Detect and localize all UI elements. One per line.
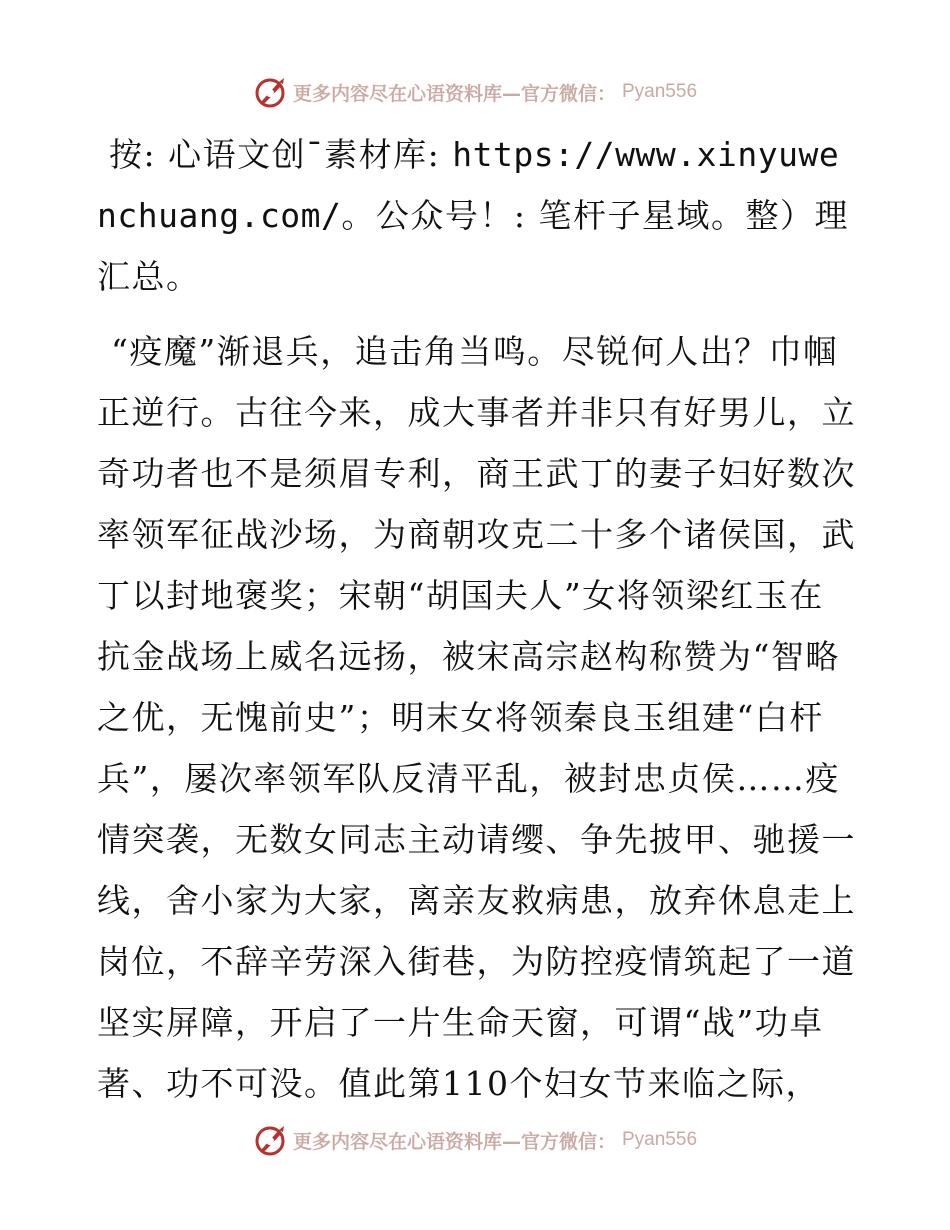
intro-suffix: 。公众号！: 笔杆子星域。整）理汇总。	[97, 196, 850, 296]
header-banner-id: Pyan556	[622, 81, 698, 102]
quill-pen-emblem-icon	[253, 75, 287, 109]
header-banner	[0, 72, 950, 112]
quill-pen-emblem-icon	[253, 1123, 287, 1157]
footer-banner-text: 更多内容尽在心语资料库—官方微信：	[292, 1130, 616, 1153]
header-banner-text: 更多内容尽在心语资料库—官方微信：	[292, 82, 616, 105]
footer-banner	[0, 1120, 950, 1160]
intro-paragraph	[97, 124, 857, 307]
document-body	[97, 124, 857, 1114]
source-url-link[interactable]: https://www.xinyuwenchuang.com/	[97, 135, 840, 235]
footer-banner-id: Pyan556	[622, 1129, 698, 1150]
main-paragraph: “疫魔”渐退兵，追击角当鸣。尽锐何人出？巾帼正逆行。古往今来，成大事者并非只有好男儿，立奇功者也不是须眉专利，商王武丁的妻子妇好数次率领军征战沙场，为商朝攻克二十多个诸侯国，武丁以封地褒奖；宋朝“胡国夫人”女将领梁红玉在抗金战场上威名远扬，被宋高宗赵构称赞为“智略之优，无愧前史”；明末女将领秦良玉组建“白杆兵”，屡次率领军队反清平乱，被封忠贞侯……疫情突袭，无数女同志主动请缨、争先披甲、驰援一线，舍小家为大家，离亲友救病患，放弃休息走上岗位，不辞辛劳深入街巷，为防控疫情筑起了一道坚实屏障，开启了一片生命天窗，可谓“战”功卓著、功不可没。值此第110个妇女节来临之际，	[97, 332, 856, 1103]
intro-prefix: 按: 心语文创¯素材库:	[109, 135, 453, 174]
